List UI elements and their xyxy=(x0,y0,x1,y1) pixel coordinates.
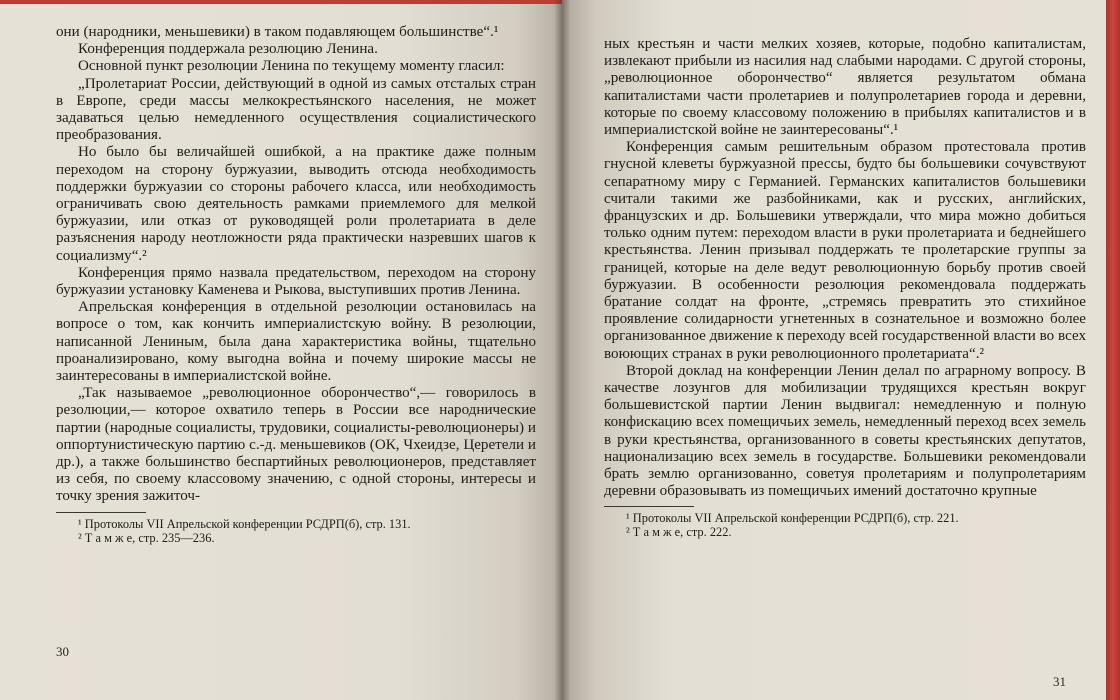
page-number: 31 xyxy=(1053,674,1066,689)
book-gutter xyxy=(554,0,570,700)
paragraph: Но было бы величайшей ошибкой, а на практике даже полным переходом на сторону буржуазии, выводить отсюда необходимость поддержки буржуазии со стороны рабочего класса, или необходимость ограничивать свою деятельность рамками приемлемого для мелкой буржуазии, или отказ от руководящей роли пролетариата в деле разъяснения народу неотложности ряда практически назревших шагов к социализму“.² xyxy=(56,144,536,264)
paragraph: Конференция поддержала резолюцию Ленина. xyxy=(78,41,378,58)
left-page-body xyxy=(56,24,536,506)
paragraph: Конференция прямо назвала предательством, переходом на сторону буржуазии установку Каменева и Рыкова, выступивших против Ленина. xyxy=(56,264,536,299)
footnotes xyxy=(56,517,536,545)
paragraph: ных крестьян и части мелких хозяев, которые, подобно капиталистам, извлекают прибыли из насилия над слабыми народами. С другой стороны, „революционное оборончество“ является результатом обмана капиталистами части пролетариев и полупролетариев города и деревни, которые по своему классовому положению в прибылях капиталистов и в империалистской войне не заинтересованы“.¹ xyxy=(604,36,1086,139)
paragraph: Апрельская конференция в отдельной резолюции остановилась на вопросе о том, как кончить империалистскую войну. В резолюции, написанной Лениным, была дана характеристика войны, тщательно проанализировано, кому выгодна война и почему широкие массы не заинтересованы в империалистской войне. xyxy=(56,299,536,385)
footnote-divider xyxy=(604,506,694,507)
paragraph: они (народники, меньшевики) в таком подавляющем большинстве“.¹ xyxy=(56,24,499,40)
footnotes xyxy=(604,511,1086,539)
right-page xyxy=(562,0,1106,700)
footnote: ¹ Протоколы VII Апрельской конференции РСДРП(б), стр. 131. xyxy=(78,516,411,531)
footnote: ¹ Протоколы VII Апрельской конференции РСДРП(б), стр. 221. xyxy=(626,511,959,526)
paragraph: Второй доклад на конференции Ленин делал по аграрному вопросу. В качестве лозунгов для мобилизации трудящихся крестьян вокруг большевистской партии Ленин выдвигал: немедленную и полную конфискацию всех помещичьих земель, немедленный переход всех земель в руки крестьянства, организованного в советы крестьянских депутатов, национализацию всех земель в государстве. Большевики рекомендовали брать землю организованно, советуя пролетариям и полупролетариям деревни образовывать из помещичьих имений достаточно крупные xyxy=(604,362,1086,500)
paragraph: Основной пункт резолюции Ленина по текущему моменту гласил: xyxy=(78,58,505,75)
left-page xyxy=(0,4,562,700)
paragraph: „Так называемое „революционное оборончество“,— говорилось в резолюции,— которое охватило теперь в России все народнические партии (народные социалисты, трудовики, социалисты-революционеры) и оппортунистическую партию с.-д. меньшевиков (ОК, Чхеидзе, Церетели и др.), а также большинство беспартийных революционеров, представляет из себя, по своему классовому значению, с одной стороны, интересы и точку зрения зажиточ- xyxy=(56,385,536,505)
paragraph: Конференция самым решительным образом протестовала против гнусной клеветы буржуазной прессы, будто бы большевики сочувствуют сепаратному миру с Германией. Германских капиталистов большевики считали такими же разбойниками, как и русских, английских, французских и др. Большевики утверждали, что мира можно добиться только одним путем: переходом власти в руки пролетариата и беднейшего крестьянства. Ленин призывал поддержать те пролетарские группы за границей, которые на деле ведут революционную борьбу против своей буржуазии. В особенности резолюция рекомендовала поддержать братание солдат на фронте, „стремясь превратить это стихийное проявление солидарности угнетенных в сознательное и возможно более организованное движение к переходу всей государственной власти во всех воюющих странах в руки революционного пролетариата“.² xyxy=(604,139,1086,362)
page-number: 30 xyxy=(56,644,69,659)
footnote-divider xyxy=(56,512,146,513)
footnote: ² Т а м ж е, стр. 235—236. xyxy=(78,530,215,545)
footnote: ² Т а м ж е, стр. 222. xyxy=(626,525,732,540)
right-page-body xyxy=(604,36,1086,500)
paragraph: „Пролетариат России, действующий в одной из самых отсталых стран в Европе, среди массы мелкокрестьянского населения, не может задаваться целью немедленного осуществления социалистического преобразования. xyxy=(56,75,536,144)
